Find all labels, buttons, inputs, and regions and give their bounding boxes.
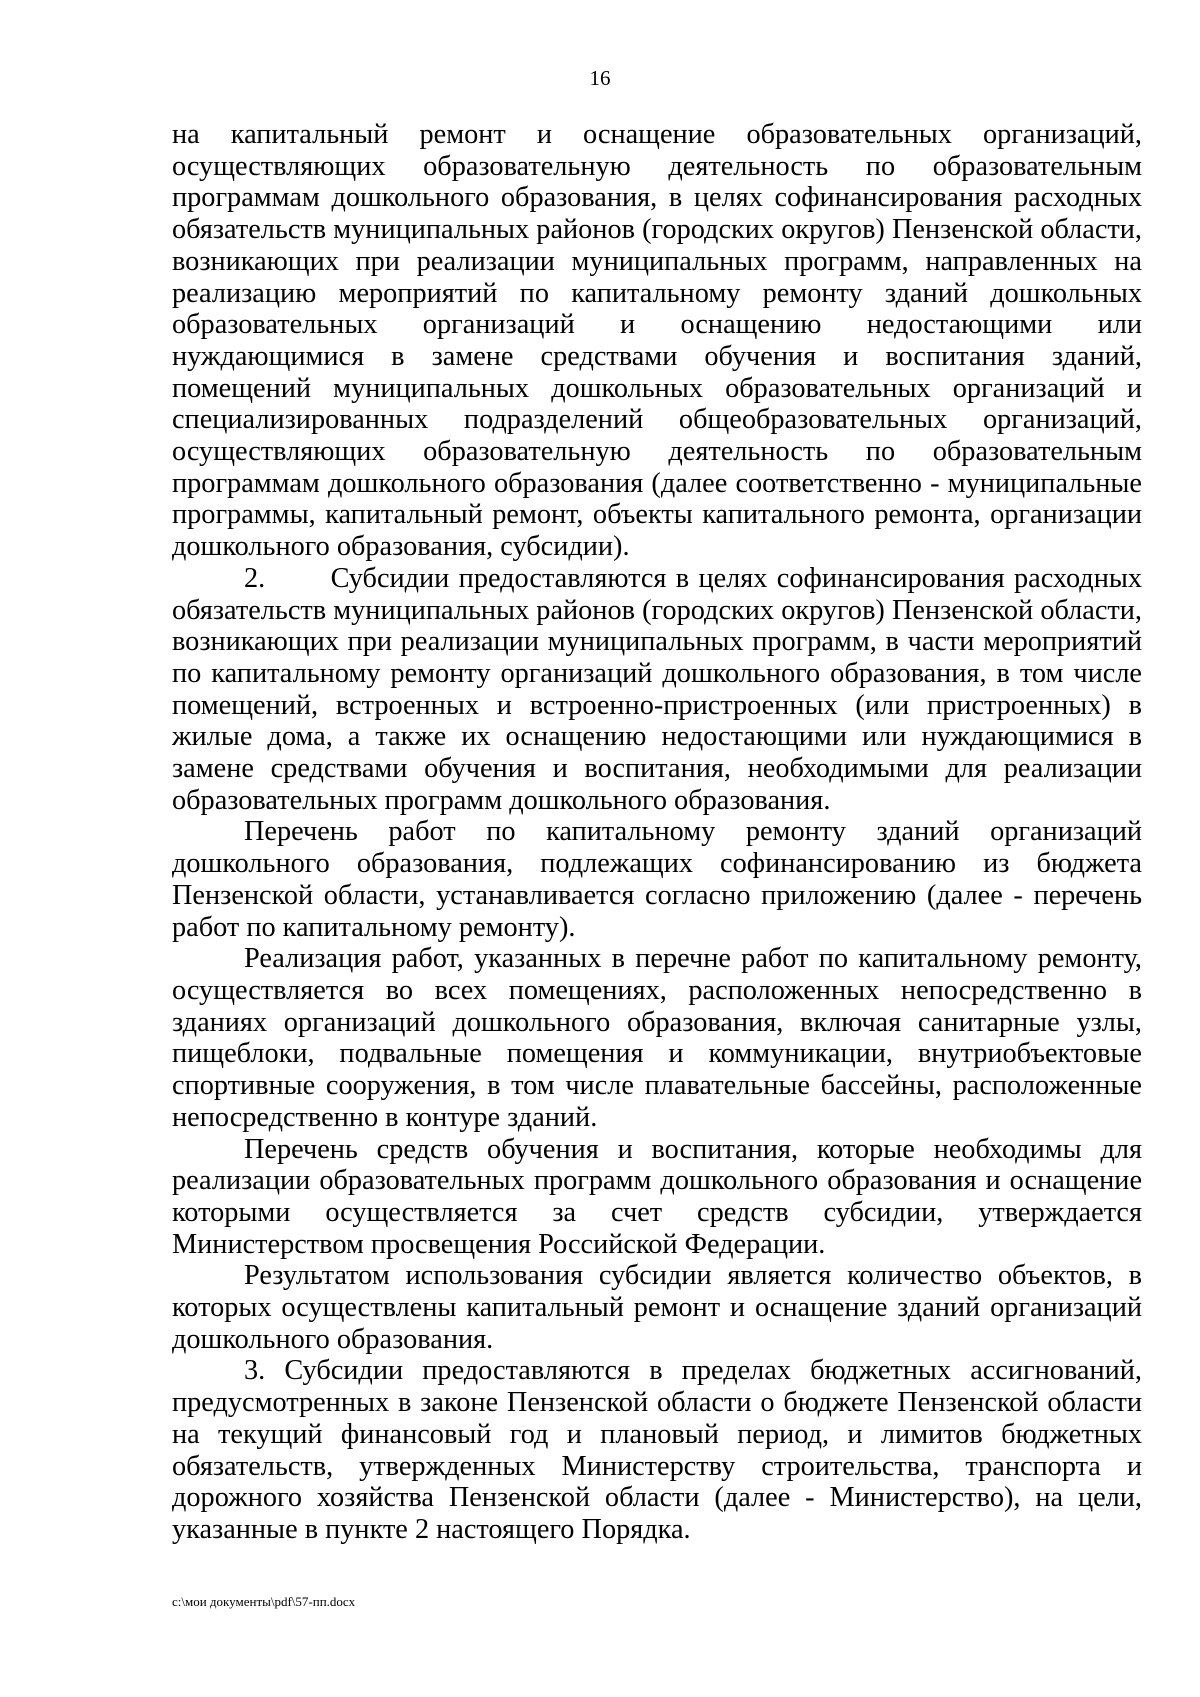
paragraph-repair-works-list: Перечень работ по капитальному ремонту зданий организаций дошкольного образования, подлежащих софинансированию из бюджета Пензенской области, устанавливается согласно приложению (далее - перечень работ по капитальному ремонту). [172, 816, 1142, 943]
paragraph-works-implementation: Реализация работ, указанных в перечне работ по капитальному ремонту, осуществляется во всех помещениях, расположенных непосредственно в зданиях организаций дошкольного образования, включая санитарные узлы, пищеблоки, подвальные помещения и коммуникации, внутриобъектовые спортивные сооружения, в том числе плавательные бассейны, расположенные непосредственно в контуре зданий. [172, 943, 1142, 1133]
page-number: 16 [589, 66, 611, 90]
paragraph-2-subsidy-purpose: 2. Субсидии предоставляются в целях софинансирования расходных обязательств муниципальных районов (городских округов) Пензенской области, возникающих при реализации муниципальных программ, в части мероприятий по капитальному ремонту организаций дошкольного образования, в том числе помещений, встроенных и встроенно-пристроенных (или пристроенных) в жилые дома, а также их оснащению недостающими или нуждающимися в замене средствами обучения и воспитания, необходимыми для реализации образовательных программ дошкольного образования. [172, 562, 1142, 816]
paragraph-3-budget-limits: 3. Субсидии предоставляются в пределах бюджетных ассигнований, предусмотренных в законе Пензенской области о бюджете Пензенской области на текущий финансовый год и плановый период, и лимитов бюджетных обязательств, утвержденных Министерству строительства, транспорта и дорожного хозяйства Пензенской области (далее - Министерство), на цели, указанные в пункте 2 настоящего Порядка. [172, 1355, 1142, 1545]
paragraph-equipment-list: Перечень средств обучения и воспитания, которые необходимы для реализации образовательных программ дошкольного образования и оснащение которыми осуществляется за счет средств субсидии, утверждается Министерством просвещения Российской Федерации. [172, 1133, 1142, 1260]
paragraph-subsidy-result: Результатом использования субсидии является количество объектов, в которых осуществлены капитальный ремонт и оснащение зданий организаций дошкольного образования. [172, 1260, 1142, 1355]
footer-file-path: c:\мои документы\pdf\57-пп.docx [172, 1594, 356, 1609]
paragraph-1-continuation: на капитальный ремонт и оснащение образовательных организаций, осуществляющих образовательную деятельность по образовательным программам дошкольного образования, в целях софинансирования расходных обязательств муниципальных районов (городских округов) Пензенской области, возникающих при реализации муниципальных программ, направленных на реализацию мероприятий по капитальному ремонту зданий дошкольных образовательных организаций и оснащению недостающими или нуждающимися в замене средствами обучения и воспитания зданий, помещений муниципальных дошкольных образовательных организаций и специализированных подразделений общеобразовательных организаций, осуществляющих образовательную деятельность по образовательным программам дошкольного образования (далее соответственно - муниципальные программы, капитальный ремонт, объекты капитального ремонта, организации дошкольного образования, субсидии). [172, 119, 1142, 563]
document-body [172, 119, 1142, 1546]
